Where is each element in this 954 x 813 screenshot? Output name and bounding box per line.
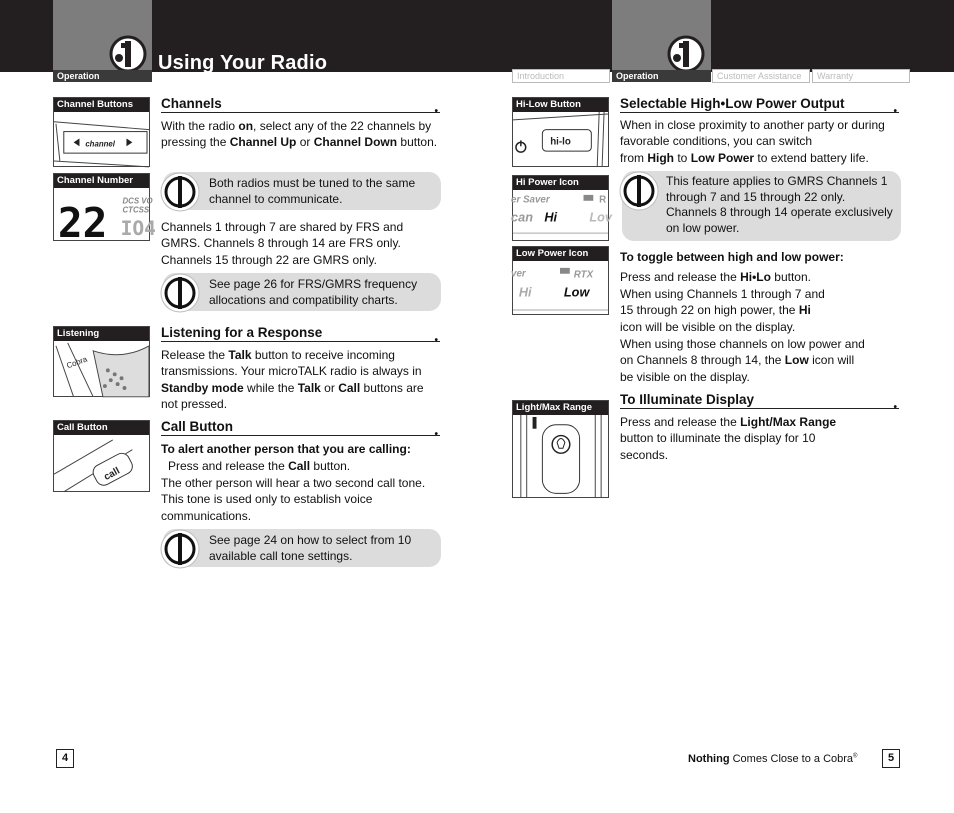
heading-power-output: Selectable High•Low Power Output •: [620, 96, 897, 117]
thumb-caption: Hi-Low Button: [513, 98, 608, 112]
thumb-caption: Low Power Icon: [513, 247, 608, 261]
svg-text:Hi: Hi: [544, 209, 558, 225]
tip-icon: [159, 272, 201, 314]
tip-icon: [159, 171, 201, 213]
thumb-hi-power-icon: [511, 175, 613, 241]
channel-number-illustration: [54, 188, 156, 247]
note-box: [622, 171, 901, 241]
light-max-range-illustration: [513, 415, 608, 497]
page-number-right: 5: [882, 749, 900, 768]
footer-tagline: Nothing Comes Close to a Cobra®: [688, 753, 858, 765]
svg-text:Hi: Hi: [518, 284, 532, 300]
svg-text:Cobra: Cobra: [65, 354, 89, 371]
link-customer-assistance[interactable]: Customer Assistance: [712, 69, 810, 83]
heading-listening: Listening for a Response •: [161, 325, 438, 346]
call-paragraph: The other person will hear a two second call tone. This tone is used only to establish voice communications.: [161, 476, 426, 523]
call-subheading: To alert another person that you are calling:: [161, 442, 411, 456]
heading-illuminate: To Illuminate Display •: [620, 392, 897, 413]
svg-text:22: 22: [57, 198, 108, 247]
listening-illustration: [54, 341, 149, 397]
svg-text:CTCSS: CTCSS: [122, 205, 150, 215]
svg-text:Lov: Lov: [589, 209, 613, 225]
heading-call-button: Call Button •: [161, 419, 438, 440]
tab-operation-right[interactable]: Operation: [612, 70, 711, 82]
thumb-caption: Listening: [54, 327, 149, 341]
channel-buttons-illustration: [54, 112, 149, 167]
thumb-light-max-range: [512, 400, 609, 498]
thumb-listening: [53, 326, 150, 397]
channels-paragraph-2: Channels 1 through 7 are shared by FRS and GMRS. Channels 8 through 14 are FRS only. Channels 15 through 22 are GMRS only.: [161, 220, 404, 267]
call-instruction: Press and release the Call button.: [168, 459, 351, 473]
svg-text:IO4: IO4: [120, 216, 156, 240]
page-number-left: 4: [56, 749, 74, 768]
channels-paragraph-1: With the radio on, select any of the 22 channels by pressing the Channel Up or Channel Down button.: [161, 119, 438, 150]
thumb-channel-buttons: [53, 97, 150, 167]
tip-icon: [618, 170, 660, 212]
svg-text:channel: channel: [85, 139, 115, 149]
power-paragraph-2: from High to Low Power to extend battery life.: [620, 151, 869, 165]
note-text: Both radios must be tuned to the same channel to communicate.: [209, 176, 416, 206]
svg-text:DCS VO: DCS VO: [122, 196, 153, 206]
thumb-call-button: [53, 420, 150, 492]
thumb-caption: Channel Buttons: [54, 98, 149, 112]
toggle-subheading: To toggle between high and low power:: [620, 250, 844, 264]
thumb-caption: Light/Max Range: [513, 401, 608, 415]
tab-operation-left[interactable]: Operation: [53, 70, 152, 82]
page-title: Using Your Radio: [158, 52, 328, 74]
svg-text:er Saver: er Saver: [511, 194, 550, 206]
svg-text:ver: ver: [511, 268, 526, 280]
svg-text:RTX: RTX: [573, 269, 594, 281]
note-text: This feature applies to GMRS Channels 1 through 7 and 15 through 22 only. Channels 8 through 14 operate exclusively on low power.: [666, 174, 893, 235]
thumb-caption: Hi Power Icon: [513, 176, 608, 190]
hi-icon-paragraph: When using Channels 1 through 7 and 15 through 22 on high power, the Hi icon will be visible on the display.: [620, 287, 825, 334]
toggle-instruction: Press and release the Hi•Lo button.: [620, 270, 811, 284]
thumb-caption: Call Button: [54, 421, 149, 435]
illuminate-paragraph: Press and release the Light/Max Range button to illuminate the display for 10 seconds.: [620, 415, 837, 462]
call-button-illustration: [54, 435, 149, 492]
svg-text:call: call: [102, 465, 122, 483]
svg-text:Low: Low: [563, 284, 590, 300]
thumb-low-power-icon: [512, 246, 609, 315]
listening-paragraph: Release the Talk button to receive incoming transmissions. Your microTALK radio is always in Standby mode while the Talk or Call buttons are not pressed.: [161, 348, 424, 412]
svg-text:hi-lo: hi-lo: [550, 136, 571, 148]
note-box: [163, 529, 441, 567]
thumb-caption: Channel Number: [54, 174, 149, 188]
operation-emblem-icon: [666, 34, 706, 74]
svg-text:R: R: [599, 194, 607, 206]
low-power-illustration: [513, 261, 608, 315]
note-box: [163, 172, 441, 210]
thumb-hi-low-button: [512, 97, 609, 167]
tip-icon: [159, 528, 201, 570]
link-introduction[interactable]: Introduction: [512, 69, 610, 83]
hi-power-illustration: [511, 190, 613, 241]
power-paragraph-1: When in close proximity to another party or during favorable conditions, you can switch: [620, 118, 885, 149]
note-text: See page 26 for FRS/GMRS frequency allocations and compatibility charts.: [209, 277, 418, 307]
note-box: [163, 273, 441, 311]
note-text: See page 24 on how to select from 10 available call tone settings.: [209, 533, 412, 563]
thumb-channel-number: [53, 173, 156, 247]
heading-channels: Channels •: [161, 96, 438, 117]
operation-emblem-icon: [108, 34, 148, 74]
hi-low-button-illustration: [513, 112, 608, 167]
low-icon-paragraph: When using those channels on low power and on Channels 8 through 14, the Low icon will be visible on the display.: [620, 337, 865, 384]
svg-text:can: can: [511, 209, 533, 225]
link-warranty[interactable]: Warranty: [812, 69, 910, 83]
